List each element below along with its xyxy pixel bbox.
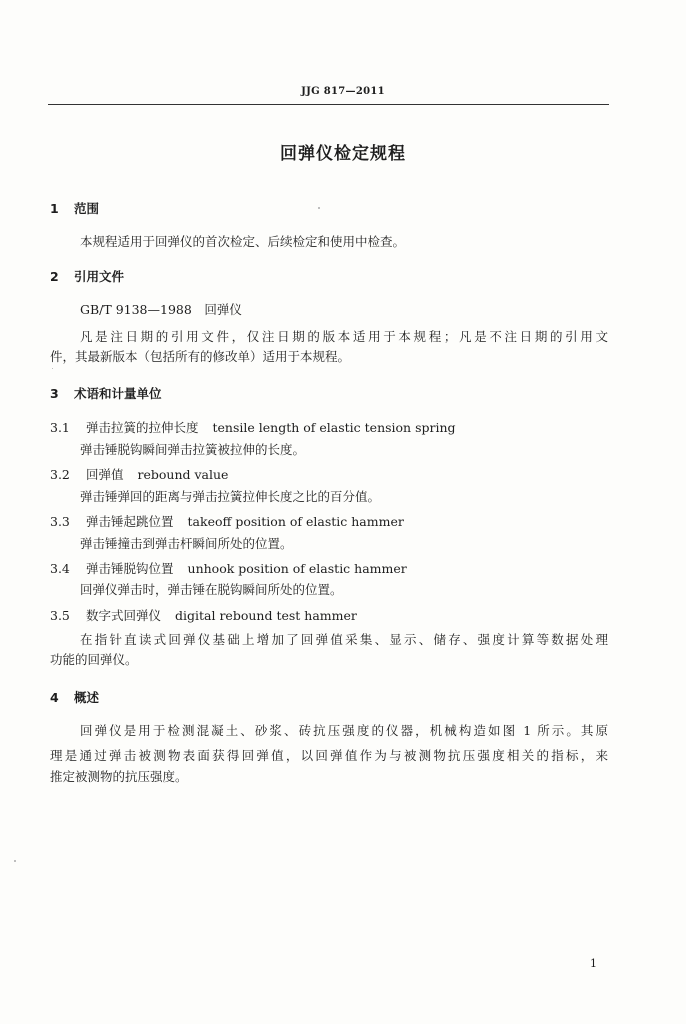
section-4-heading [50,688,99,706]
term-english: tensile length of elastic tension spring [212,420,456,435]
term-3-5 [50,606,357,624]
section-number: 1 [50,201,59,216]
term-chinese: 弹击锤起跳位置 [86,514,174,529]
term-chinese: 弹击锤脱钩位置 [86,561,174,576]
term-3-5-definition-line-1: 在指针直读式回弹仪基础上增加了回弹值采集、显示、储存、强度计算等数据处理 [80,632,608,647]
term-number: 3.3 [50,514,70,529]
section-title: 术语和计量单位 [74,386,162,401]
section-number: 4 [50,690,59,705]
term-number: 3.5 [50,608,70,623]
term-english: takeoff position of elastic hammer [187,514,404,529]
term-3-4-definition: 回弹仪弹击时，弹击锤在脱钩瞬间所处的位置。 [80,582,343,597]
term-3-1 [50,418,456,436]
scan-speck [14,860,16,862]
term-3-2-definition: 弹击锤弹回的距离与弹击拉簧拉伸长度之比的百分值。 [80,489,381,504]
term-chinese: 回弹值 [86,467,124,482]
reference-item: GB/T 9138—1988 回弹仪 [80,302,242,317]
term-3-5-definition-line-2: 功能的回弹仪。 [50,652,138,667]
section-1-text: 本规程适用于回弹仪的首次检定、后续检定和使用中检查。 [80,234,406,249]
scan-speck [318,207,320,209]
section-number: 2 [50,269,59,284]
document-title: 回弹仪检定规程 [280,144,406,164]
section-title: 引用文件 [74,269,125,284]
section-1-heading [50,199,99,217]
section-2-heading [50,267,124,285]
section-title: 概述 [74,690,100,705]
header-rule [48,104,609,105]
term-number: 3.4 [50,561,70,576]
reference-note-line-2: 件，其最新版本（包括所有的修改单）适用于本规程。 [50,349,351,364]
term-chinese: 数字式回弹仪 [86,608,162,623]
term-chinese: 弹击拉簧的拉伸长度 [86,420,199,435]
term-english: unhook position of elastic hammer [187,561,407,576]
term-english: digital rebound test hammer [175,608,357,623]
section-3-heading [50,384,162,402]
overview-line-1: 回弹仪是用于检测混凝土、砂浆、砖抗压强度的仪器，机械构造如图 1 所示。其原 [80,723,608,738]
term-3-1-definition: 弹击锤脱钩瞬间弹击拉簧被拉伸的长度。 [80,442,306,457]
overview-line-3: 推定被测物的抗压强度。 [50,769,188,784]
scan-speck [52,368,53,369]
overview-line-2: 理是通过弹击被测物表面获得回弹值，以回弹值作为与被测物抗压强度相关的指标，来 [50,748,608,763]
term-3-4 [50,559,407,577]
term-english: rebound value [137,467,229,482]
term-3-3-definition: 弹击锤撞击到弹击杆瞬间所处的位置。 [80,536,293,551]
term-3-2 [50,465,228,483]
section-number: 3 [50,386,59,401]
standard-code: JJG 817—2011 [301,86,385,97]
term-number: 3.2 [50,467,70,482]
reference-note-line-1: 凡是注日期的引用文件，仅注日期的版本适用于本规程；凡是不注日期的引用文 [80,329,608,344]
page-number: 1 [590,957,597,970]
section-title: 范围 [74,201,100,216]
term-3-3 [50,512,404,530]
term-number: 3.1 [50,420,70,435]
